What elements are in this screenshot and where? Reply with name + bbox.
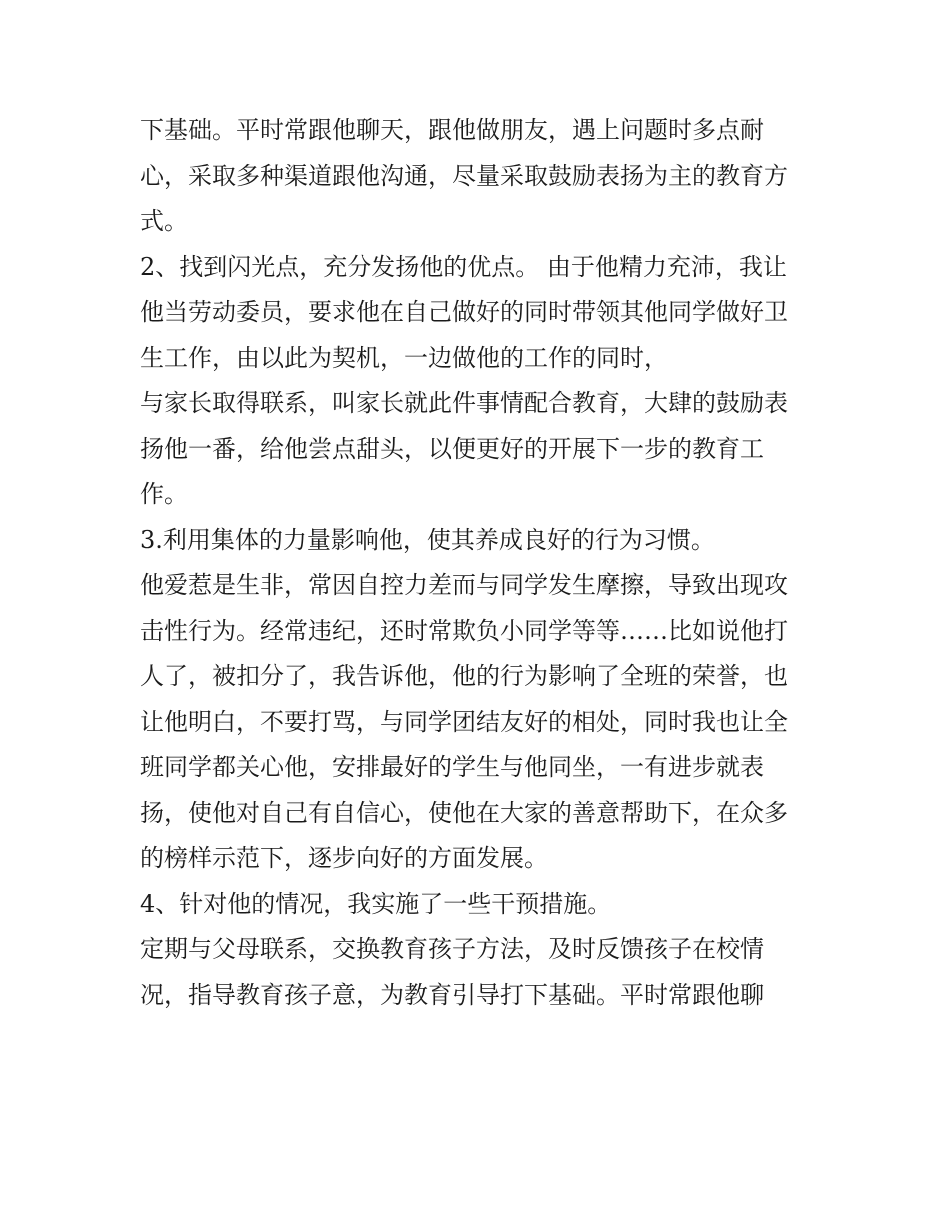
text-line: 扬他一番，给他尝点甜头，以便更好的开展下一步的教育工 — [140, 434, 764, 463]
text-line: 下基础。平时常跟他聊天，跟他做朋友，遇上问题时多点耐 — [140, 116, 764, 144]
text-line: 与家长取得联系，叫家长就此件事情配合教育，大肆的鼓励表 — [140, 389, 788, 417]
text-line: 4、针对他的情况，我实施了一些干预措施。 — [140, 889, 612, 918]
text-line: 心，采取多种渠道跟他沟通，尽量采取鼓励表扬为主的教育方 — [140, 161, 788, 190]
text-line: 作。 — [140, 480, 188, 508]
text-line: 生工作，由以此为契机，一边做他的工作的同时， — [140, 343, 668, 372]
text-line: 定期与父母联系，交换教育孩子方法，及时反馈孩子在校情 — [140, 935, 764, 963]
text-line: 扬，使他对自己有自信心，使他在大家的善意帮助下，在众多 — [140, 798, 788, 827]
text-line: 式。 — [140, 207, 188, 235]
text-line: 人了，被扣分了，我告诉他，他的行为影响了全班的荣誉，也 — [140, 662, 788, 690]
text-line: 他爱惹是生非，常因自控力差而与同学发生摩擦，导致出现攻 — [140, 571, 788, 599]
text-line: 的榜样示范下，逐步向好的方面发展。 — [140, 844, 548, 872]
document-body — [140, 108, 820, 1018]
text-line: 2、找到闪光点，充分发扬他的优点。 由于他精力充沛，我让 — [140, 252, 787, 281]
text-line: 击性行为。经常违纪，还时常欺负小同学等等……比如说他打 — [140, 616, 788, 645]
text-line: 况，指导教育孩子意，为教育引导打下基础。平时常跟他聊 — [140, 980, 764, 1009]
text-line: 让他明白，不要打骂，与同学团结友好的相处，同时我也让全 — [140, 707, 788, 736]
text-line: 他当劳动委员，要求他在自己做好的同时带领其他同学做好卫 — [140, 298, 788, 326]
text-line: 3.利用集体的力量影响他，使其养成良好的行为习惯。 — [140, 525, 715, 554]
text-line: 班同学都关心他，安排最好的学生与他同坐，一有进步就表 — [140, 753, 764, 781]
